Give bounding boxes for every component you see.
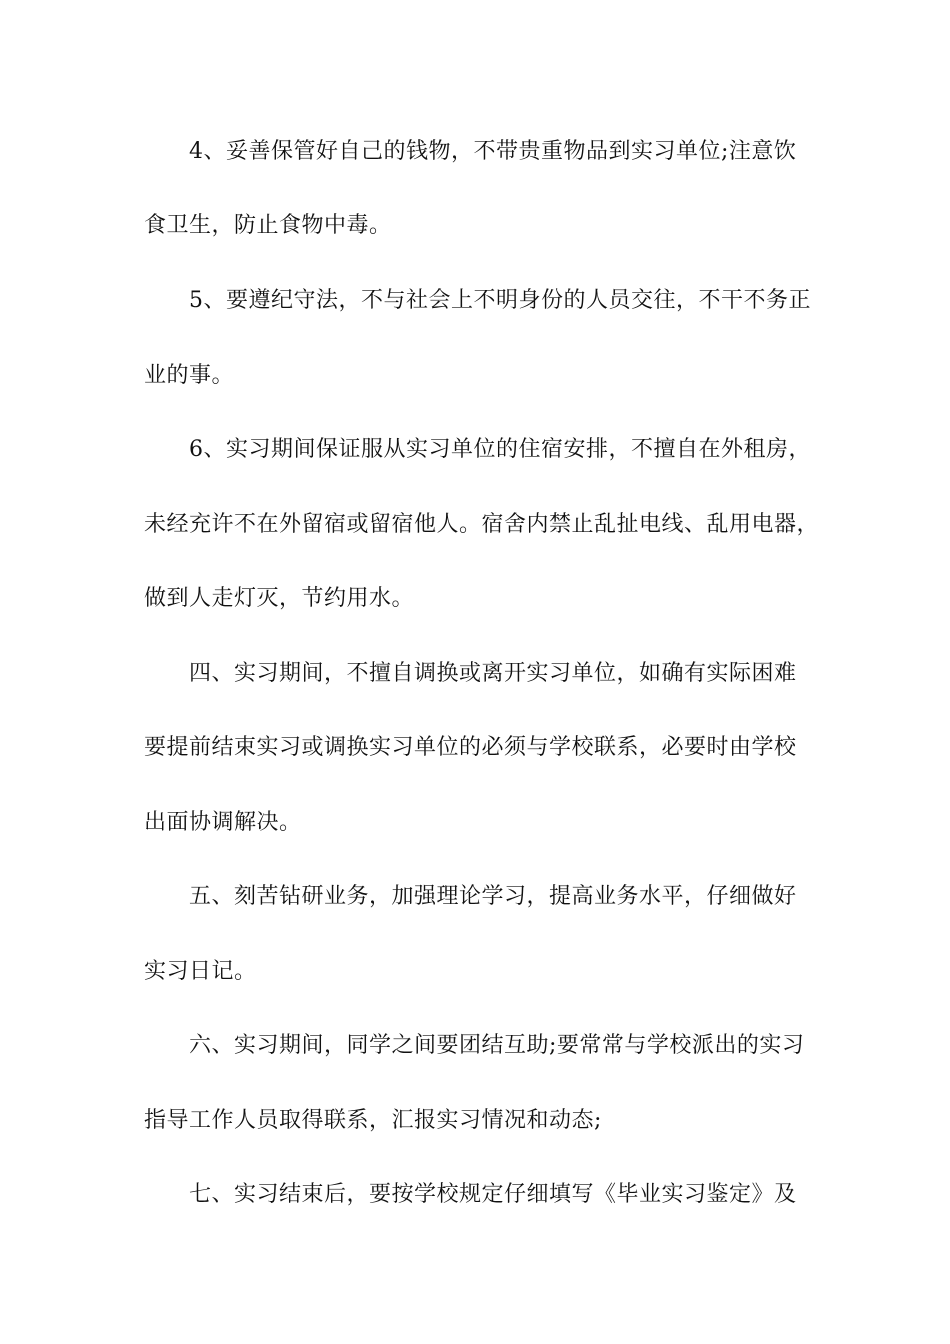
paragraph-5-line-2: 业的事。 bbox=[144, 363, 235, 388]
section-5-line-1: 五、刻苦钻研业务，加强理论学习，提高业务水平，仔细做好 bbox=[189, 884, 797, 909]
paragraph-6-line-2: 未经充许不在外留宿或留宿他人。宿舍内禁止乱扯电线、乱用电器， bbox=[144, 512, 820, 537]
paragraph-6-line-3: 做到人走灯灭，节约用水。 bbox=[144, 586, 415, 611]
section-7-line-1: 七、实习结束后，要按学校规定仔细填写《毕业实习鉴定》及 bbox=[189, 1182, 797, 1207]
paragraph-6-line-1: 6、实习期间保证服从实习单位的住宿安排，不擅自在外租房， bbox=[189, 437, 811, 462]
section-6-line-1: 六、实习期间，同学之间要团结互助;要常常与学校派出的实习 bbox=[189, 1033, 805, 1058]
section-4-line-2: 要提前结束实习或调换实习单位的必须与学校联系，必要时由学校 bbox=[144, 735, 797, 760]
section-4-line-3: 出面协调解决。 bbox=[144, 810, 302, 835]
section-5-line-2: 实习日记。 bbox=[144, 959, 257, 984]
section-4-line-1: 四、实习期间，不擅自调换或离开实习单位，如确有实际困难 bbox=[189, 661, 797, 686]
paragraph-5-line-1: 5、要遵纪守法，不与社会上不明身份的人员交往，不干不务正 bbox=[189, 288, 811, 313]
paragraph-4-line-1: 4、妥善保管好自己的钱物，不带贵重物品到实习单位;注意饮 bbox=[189, 139, 797, 164]
section-6-line-2: 指导工作人员取得联系，汇报实习情况和动态; bbox=[144, 1108, 602, 1133]
paragraph-4-line-2: 食卫生，防止食物中毒。 bbox=[144, 213, 392, 238]
